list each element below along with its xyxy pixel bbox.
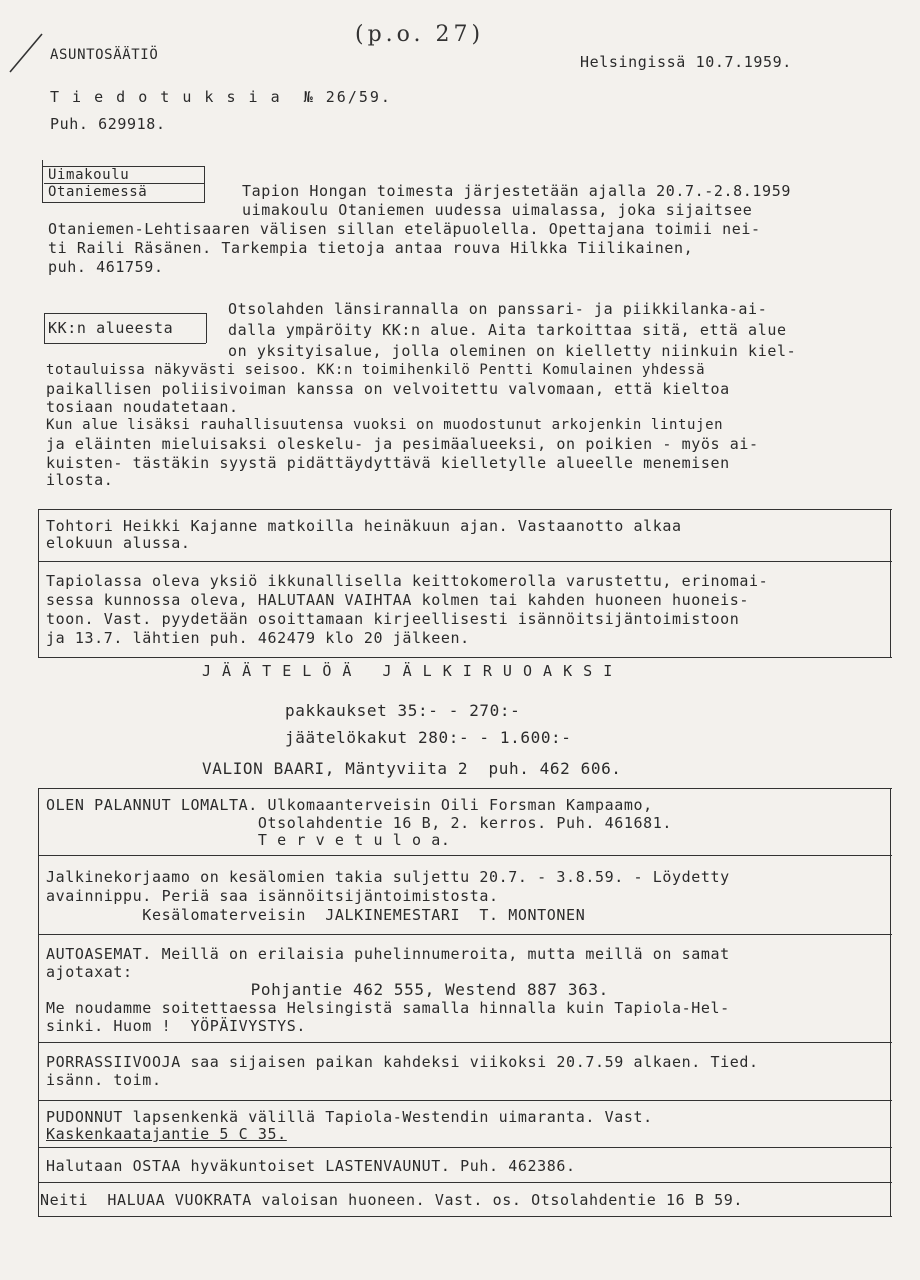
kk-line-9: kuisten- tästäkin syystä pidättäydyttävä kielletylle alueelle menemisen [46,454,730,472]
ad-shoe-line-1: Jalkinekorjaamo on kesälomien takia suljettu 20.7. - 3.8.59. - Löydetty [46,868,730,886]
kk-line-4: totauluissa näkyvästi seisoo. KK:n toimihenkilö Pentti Komulainen yhdessä [46,362,706,378]
ice-cream-title: J Ä Ä T E L Ö Ä J Ä L K I R U O A K S I [202,662,614,680]
rule [44,343,206,344]
kk-line-1: Otsolahden länsirannalla on panssari- ja piikkilanka-ai- [228,300,768,318]
ice-cream-packages: pakkaukset 35:- - 270:- [285,701,521,720]
rule [38,855,892,856]
swimming-school-heading-2: Otaniemessä [48,184,148,200]
rule [44,183,204,184]
corner-slash-mark [6,30,46,75]
kk-line-6: tosiaan noudatetaan. [46,398,239,416]
rule [38,788,39,1216]
rule [38,1042,892,1043]
swimming-line-3: Otaniemen-Lehtisaaren välisen sillan eteläpuolella. Opettajana toimii nei- [48,220,761,238]
kk-line-8: ja eläinten mieluisaksi oleskelu- ja pesimäalueeksi, on poikien - myös ai- [46,435,759,453]
swimming-line-5: puh. 461759. [48,258,164,276]
swimming-school-heading-1: Uimakoulu [48,167,130,183]
rule [44,313,206,314]
kk-line-10: ilosta. [46,471,114,489]
ad-hair-line-1: OLEN PALANNUT LOMALTA. Ulkomaanterveisin Oili Forsman Kampaamo, [46,796,653,814]
handwritten-note: (p.o. 27) [355,22,485,47]
kk-area-heading: KK:n alueesta [48,319,174,337]
ad-shoe-line-3: Kesälomaterveisin JALKINEMESTARI T. MONTONEN [46,906,586,924]
ad-cleaner-line-1: PORRASSIIVOOJA saa sijaisen paikan kahdeksi viikoksi 20.7.59 alkaen. Tied. [46,1053,759,1071]
rule [38,934,892,935]
organization-name: ASUNTOSÄÄTIÖ [50,47,159,63]
ad-taxi-line-3: Pohjantie 462 555, Westend 887 363. [46,980,609,999]
ad-shoe-line-2: avainnippu. Periä saa isännöitsijäntoimistosta. [46,887,499,905]
rule [38,1216,892,1217]
ad-taxi-line-2: ajotaxat: [46,963,133,981]
swimming-line-2: uimakoulu Otaniemen uudessa uimalassa, joka sijaitsee [242,201,753,219]
rule [38,1100,892,1101]
ad-swap-line-3: toon. Vast. pyydetään osoittamaan kirjeellisesti isännöitsijäntoimistoon [46,610,740,628]
swimming-line-1: Tapion Hongan toimesta järjestetään ajalla 20.7.-2.8.1959 [242,182,791,200]
ice-cream-cakes: jäätelökakut 280:- - 1.600:- [285,728,572,747]
rule [38,788,892,789]
kk-line-7: Kun alue lisäksi rauhallisuutensa vuoksi on muodostunut arkojenkin lintujen [46,417,724,433]
ad-cleaner-line-2: isänn. toim. [46,1071,162,1089]
rule [38,561,892,562]
swimming-line-4: ti Raili Räsänen. Tarkempia tietoja antaa rouva Hilkka Tiilikainen, [48,239,694,257]
kk-line-3: on yksityisalue, jolla oleminen on kielletty niinkuin kiel- [228,342,797,360]
rule [206,313,207,343]
ad-swap-line-2: sessa kunnossa oleva, HALUTAAN VAIHTAA kolmen tai kahden huoneen huoneis- [46,591,750,609]
ad-swap-line-4: ja 13.7. lähtien puh. 462479 klo 20 jälkeen. [46,629,470,647]
ice-cream-seller: VALION BAARI, Mäntyviita 2 puh. 462 606. [202,759,622,778]
rule [38,1182,892,1183]
ad-taxi-line-5: sinki. Huom ! YÖPÄIVYSTYS. [46,1017,307,1035]
rule [890,509,891,658]
ad-room-line-1: Neiti HALUAA VUOKRATA valoisan huoneen. Vast. os. Otsolahdentie 16 B 59. [40,1191,744,1209]
ad-lost-line-2: Kaskenkaatajantie 5 C 35. [46,1125,287,1143]
kk-line-2: dalla ympäröity KK:n alue. Aita tarkoittaa sitä, että alue [228,321,787,339]
rule [38,509,39,658]
office-phone: Puh. 629918. [50,115,166,133]
ad-taxi-line-4: Me noudamme soitettaessa Helsingistä samalla hinnalla kuin Tapiola-Hel- [46,999,730,1017]
rule [38,1147,892,1148]
rule [44,313,45,343]
ad-lost-line-1: PUDONNUT lapsenkenkä välillä Tapiola-Westendin uimaranta. Vast. [46,1108,653,1126]
ad-swap-line-1: Tapiolassa oleva yksiö ikkunallisella keittokomerolla varustettu, erinomai- [46,572,769,590]
ad-doctor-line-1: Tohtori Heikki Kajanne matkoilla heinäkuun ajan. Vastaanotto alkaa [46,517,682,535]
ad-doctor-line-2: elokuun alussa. [46,534,191,552]
rule [38,509,892,510]
ad-hair-line-2: Otsolahdentie 16 B, 2. kerros. Puh. 461681. [46,814,672,832]
ad-taxi-line-1: AUTOASEMAT. Meillä on erilaisia puhelinnumeroita, mutta meillä on samat [46,945,730,963]
rule [38,657,892,658]
kk-line-5: paikallisen poliisivoiman kanssa on velvoitettu valvomaan, että kieltoa [46,380,730,398]
ad-hair-line-3: T e r v e t u l o a. [46,831,451,849]
rule [890,788,891,1216]
place-date: Helsingissä 10.7.1959. [580,53,792,71]
ad-pram-line-1: Halutaan OSTAA hyväkuntoiset LASTENVAUNUT. Puh. 462386. [46,1157,576,1175]
bulletin-title: T i e d o t u k s i a № 26/59. [50,88,392,106]
